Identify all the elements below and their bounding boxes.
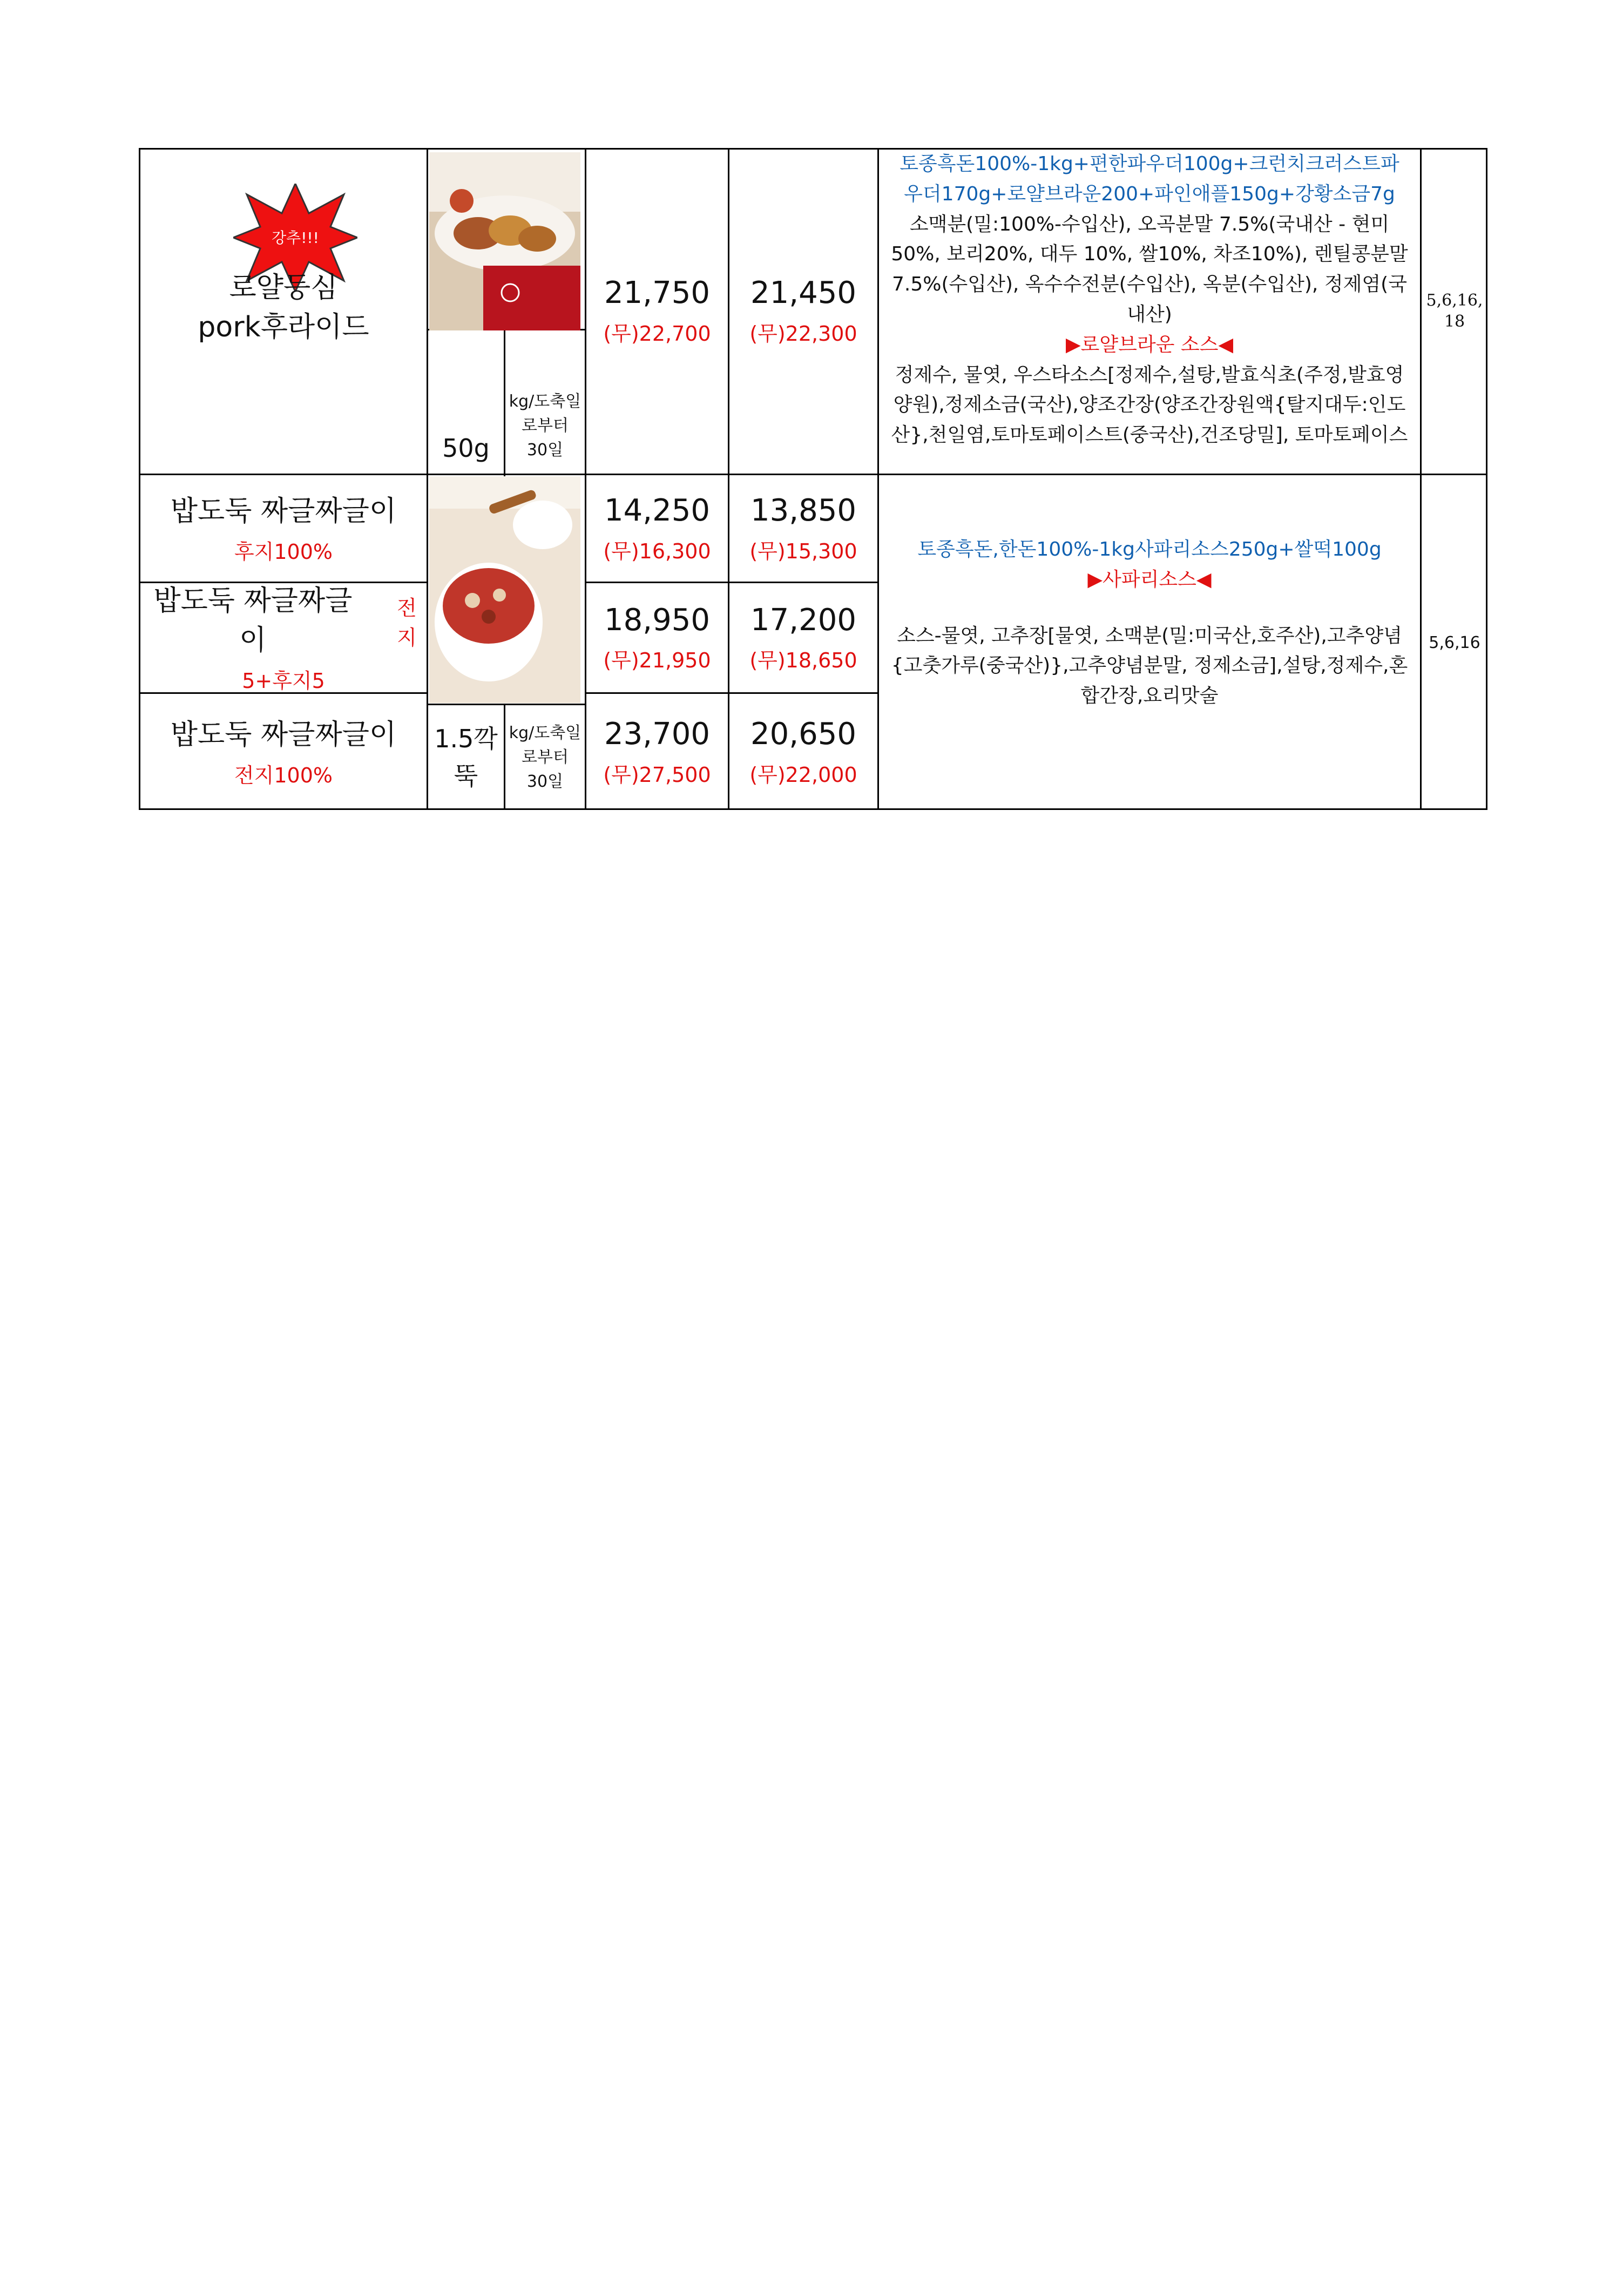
product-name-item-3: 밥도둑 짜글짜글이 전지100% xyxy=(170,718,397,788)
price-cell-item-1: 13,850 (무)15,300 xyxy=(749,493,857,563)
product-name-line1: 로얄등심 xyxy=(229,272,338,305)
weight-label: 1.5깍 뚝 xyxy=(434,724,498,791)
weight-label: 50g xyxy=(442,433,490,463)
svg-text:강추!!!: 강추!!! xyxy=(272,229,319,247)
price-cell-1 xyxy=(586,148,728,474)
price-cell-item-2: 18,950 (무)21,950 xyxy=(603,602,711,673)
price-tax-free: (무)22,300 xyxy=(749,321,857,346)
ingredient-description-2: 토종흑돈,한돈100%-1kg사파리소스250g+쌀떡100g ▶사파리소스◀ 소스-물엿, 고추장[물엿, 소맥분(밀:미국산,호주산),고추양념 {고춧가루(중국산)},고추양념분말, 정제소금],설탕,정제수,혼 합간장,요리맛술 xyxy=(879,535,1420,711)
price-value: 21,450 xyxy=(750,275,856,311)
product-name-item-1: 밥도둑 짜글짜글이 후지100% xyxy=(170,495,397,564)
price-cell-item-3: 23,700 (무)27,500 xyxy=(603,717,711,787)
product-name-royal-pork xyxy=(140,259,427,356)
shelf-life-label: kg/도축일 로부터 30일 xyxy=(509,392,581,460)
sauce-title: ▶사파리소스◀ xyxy=(1087,568,1212,591)
allergen-codes: 5,6,16 xyxy=(1429,633,1480,652)
price-value: 21,750 xyxy=(604,275,710,311)
braised-pork-photo xyxy=(429,476,580,703)
price-tax-free: (무)22,700 xyxy=(603,321,711,346)
price-cell-item-1: 14,250 (무)16,300 xyxy=(603,493,711,563)
product-name-item-2: 밥도둑 짜글짜글이 전지 5+후지5 xyxy=(153,584,417,693)
shelf-life-label: kg/도축일 로부터 30일 xyxy=(509,724,581,791)
price-cell-2 xyxy=(729,148,877,474)
fried-pork-photo xyxy=(429,152,580,330)
price-cell-item-3: 20,650 (무)22,000 xyxy=(749,717,857,787)
allergen-codes: 5,6,16, 18 xyxy=(1426,291,1483,331)
price-cell-item-2: 17,200 (무)18,650 xyxy=(749,602,857,673)
sauce-title: ▶로얄브라운 소스◀ xyxy=(1065,333,1234,356)
product-name-line2: pork후라이드 xyxy=(198,311,369,343)
ingredient-description: 토종흑돈100%-1kg+편한파우더100g+크런치크러스트파 우더170g+로얄브라운200+파인애플150g+강황소금7g 소맥분(밀:100%-수입산), 오곡분말 7.5%(국내산 - 현미 50%, 보리20%, 대두 10%, 쌀10%, 차조10%), 렌틸콩분말 7.5%(수입산), 옥수수전분(수입산), 옥분(수입산), 정제염(국 내산) ▶로얄브라운 소스◀ 정제수, 물엿, 우스타소스[정제수,설탕,발효식초(주정,발효영 양원),정제소금(국산),양조간장(양조간장원액{탈지대두:인도 산},천일염,토마토페이스트(중국산),건조당밀], 토마토페이스 xyxy=(879,149,1420,473)
